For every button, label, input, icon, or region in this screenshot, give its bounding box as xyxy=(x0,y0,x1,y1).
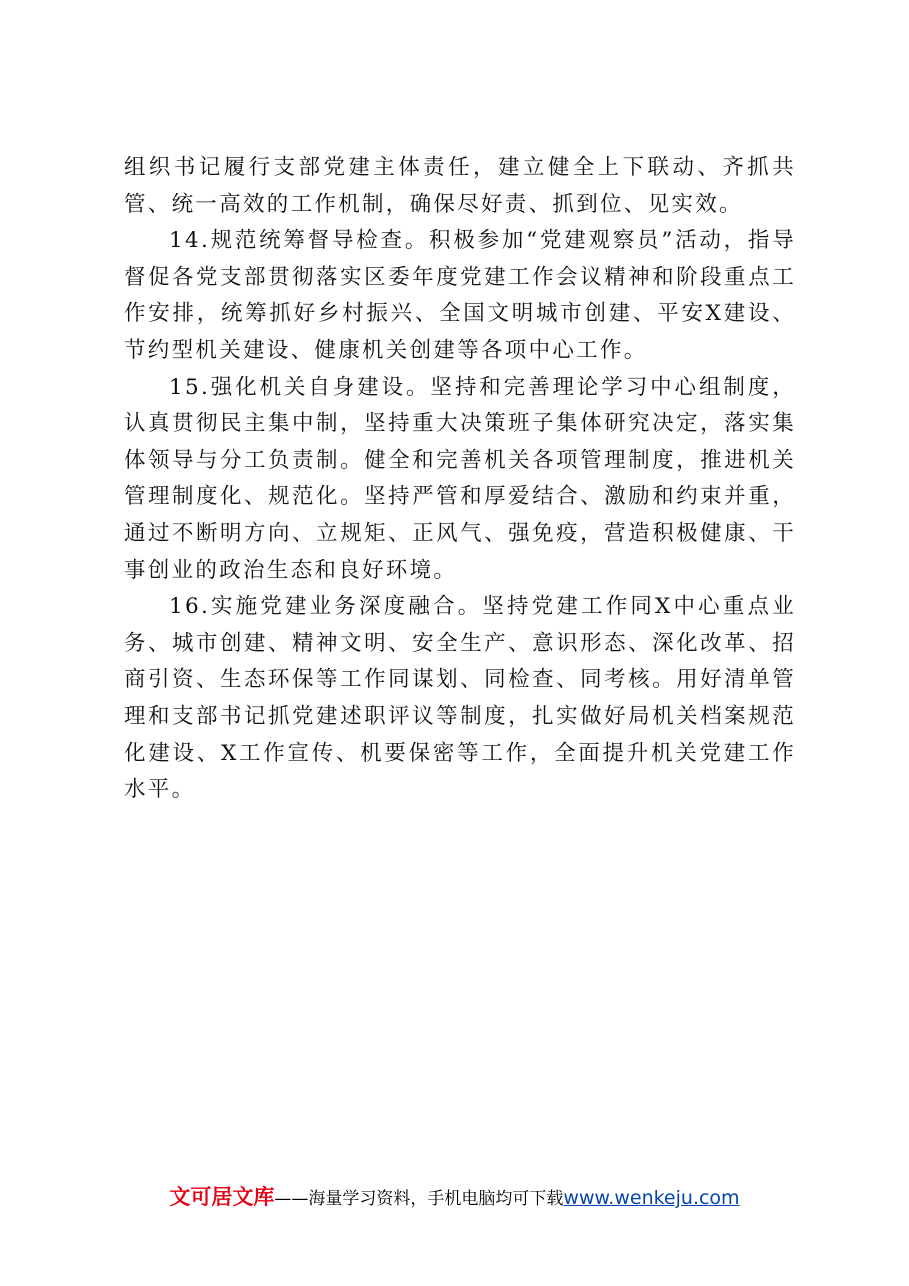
footer-website-link[interactable]: www.wenkeju.com xyxy=(563,1187,740,1209)
footer-slogan: ——海量学习资料，手机电脑均可下载 xyxy=(274,1189,564,1209)
document-body xyxy=(124,150,796,809)
footer-banner xyxy=(0,1181,909,1211)
paragraph-item-16: 16.实施党建业务深度融合。坚持党建工作同X中心重点业务、城市创建、精神文明、安全生产、意识形态、深化改革、招商引资、生态环保等工作同谋划、同检查、同考核。用好清单管理和支部书记抓党建述职评议等制度，扎实做好局机关档案规范化建设、X工作宣传、机要保密等工作，全面提升机关党建工作水平。 xyxy=(124,594,796,803)
paragraph-item-15: 15.强化机关自身建设。坚持和完善理论学习中心组制度，认真贯彻民主集中制，坚持重大决策班子集体研究决定，落实集体领导与分工负责制。健全和完善机关各项管理制度，推进机关管理制度化、规范化。坚持严管和厚爱结合、激励和约束并重，通过不断明方向、立规矩、正风气、强免疫，营造积极健康、干事创业的政治生态和良好环境。 xyxy=(124,374,796,583)
paragraph-continuation: 组织书记履行支部党建主体责任，建立健全上下联动、齐抓共管、统一高效的工作机制，确保尽好责、抓到位、见实效。 xyxy=(124,155,796,217)
paragraph-item-14: 14.规范统筹督导检查。积极参加“党建观察员”活动，指导督促各党支部贯彻落实区委年度党建工作会议精神和阶段重点工作安排，统筹抓好乡村振兴、全国文明城市创建、平安X建设、节约型机关建设、健康机关创建等各项中心工作。 xyxy=(124,228,796,363)
footer-brand: 文可居文库 xyxy=(169,1185,275,1209)
